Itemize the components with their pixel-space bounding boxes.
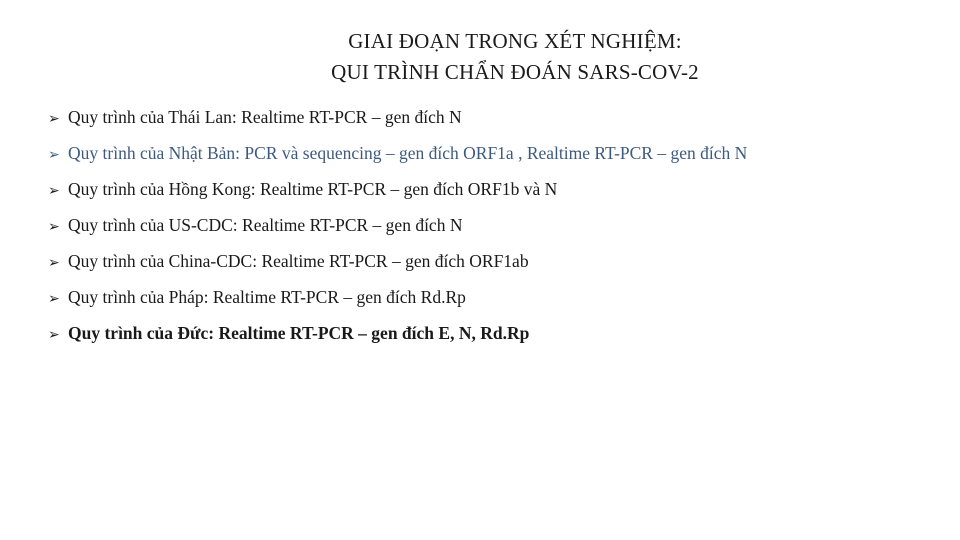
bullet-item-china-cdc: [48, 243, 948, 279]
bullet-item-france: [48, 279, 948, 315]
arrow-bullet-icon: ➢: [48, 183, 60, 199]
bullet-text: Quy trình của Hồng Kong: Realtime RT-PCR – gen đích ORF1b và N: [68, 179, 558, 199]
title-line-2: QUI TRÌNH CHẨN ĐOÁN SARS-COV-2: [331, 60, 699, 84]
arrow-bullet-icon: ➢: [48, 255, 60, 271]
arrow-bullet-icon: ➢: [48, 327, 60, 343]
bullet-text: Quy trình của Nhật Bản: PCR và sequencing – gen đích ORF1a , Realtime RT-PCR – gen đích N: [68, 143, 748, 163]
bullet-item-thailand: [48, 99, 948, 135]
arrow-bullet-icon: ➢: [48, 291, 60, 307]
bullet-item-hong-kong: [48, 171, 948, 207]
bullet-text: Quy trình của Pháp: Realtime RT-PCR – gen đích Rd.Rp: [68, 287, 466, 307]
arrow-bullet-icon: ➢: [48, 111, 60, 127]
slide-title: [0, 26, 960, 88]
title-line-1: GIAI ĐOẠN TRONG XÉT NGHIỆM:: [348, 29, 682, 53]
arrow-bullet-icon: ➢: [48, 219, 60, 235]
bullet-text: Quy trình của US-CDC: Realtime RT-PCR – gen đích N: [68, 215, 463, 235]
bullet-item-germany: [48, 315, 948, 351]
arrow-bullet-icon: ➢: [48, 147, 60, 163]
bullet-text: Quy trình của Đức: Realtime RT-PCR – gen đích E, N, Rd.Rp: [68, 323, 530, 343]
bullet-text: Quy trình của Thái Lan: Realtime RT-PCR – gen đích N: [68, 107, 462, 127]
bullet-text: Quy trình của China-CDC: Realtime RT-PCR – gen đích ORF1ab: [68, 251, 529, 271]
bullet-item-us-cdc: [48, 207, 948, 243]
bullet-item-japan: [48, 135, 948, 171]
bullet-list: [48, 99, 948, 351]
